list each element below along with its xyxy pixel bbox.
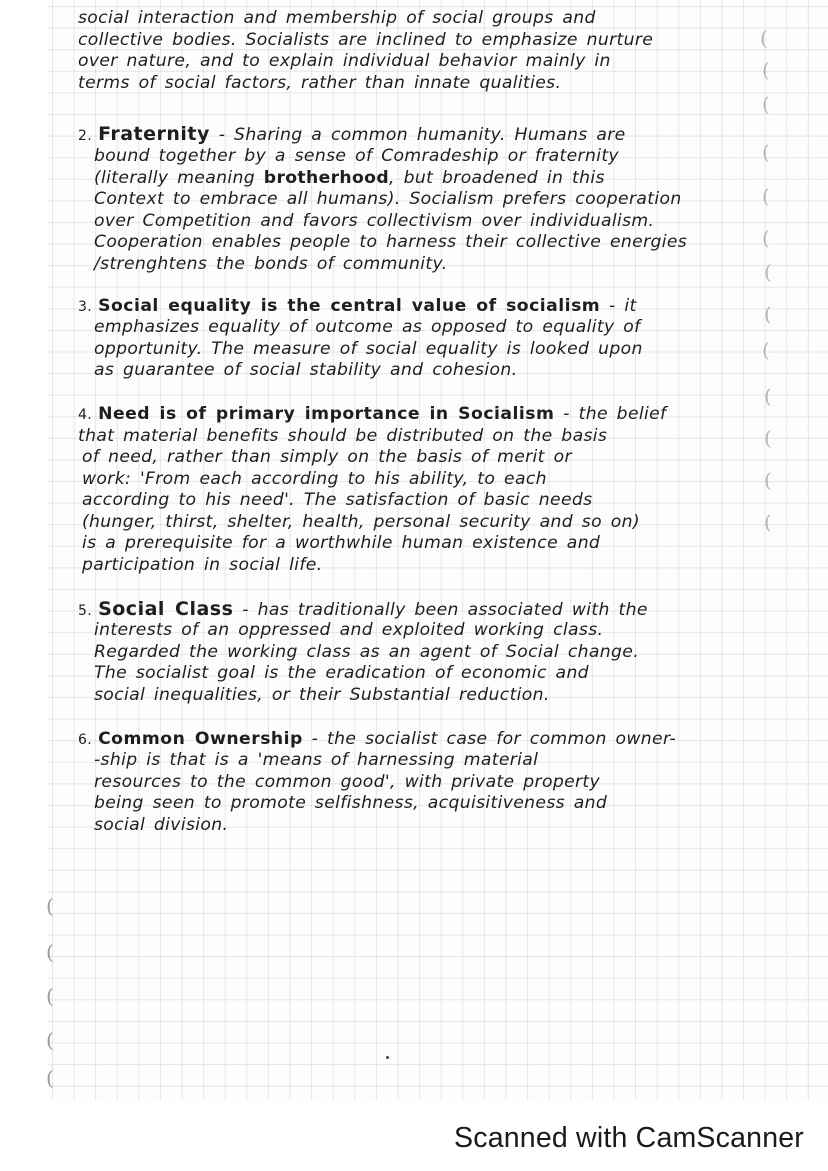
- binding-mark: (: [762, 184, 770, 208]
- text-fragment: - Sharing a common humanity. Humans are: [209, 125, 626, 146]
- handwritten-notes: [78, 8, 778, 837]
- ink-dot: [386, 1056, 389, 1059]
- binding-mark: (: [46, 894, 54, 918]
- text-line: emphasizes equality of outcome as opposed to equality of: [94, 317, 641, 338]
- section-need: [78, 404, 778, 577]
- binding-mark: (: [46, 984, 54, 1008]
- binding-mark: (: [762, 140, 770, 164]
- text-line: interests of an oppressed and exploited working class.: [94, 620, 604, 641]
- binding-mark: (: [46, 940, 54, 964]
- section-heading: Common Ownership: [98, 728, 303, 749]
- binding-mark: (: [46, 1066, 54, 1090]
- text-line: (hunger, thirst, shelter, health, personal security and so on): [82, 511, 640, 532]
- binding-mark: (: [760, 26, 768, 50]
- text-line: (literally meaning brotherhood, but broadened in this: [94, 167, 605, 188]
- section-common-ownership: [78, 729, 778, 837]
- bold-term: brotherhood: [263, 167, 389, 188]
- binding-mark: (: [762, 58, 770, 82]
- text-line: social division.: [94, 815, 229, 835]
- binding-mark: (: [764, 384, 772, 408]
- text-line: work: 'From each according to his ability, to each: [82, 468, 547, 489]
- text-line: is a prerequisite for a worthwhile human existence and: [82, 533, 601, 554]
- binding-mark: (: [764, 426, 772, 450]
- binding-mark: (: [762, 92, 770, 116]
- section-social-equality: [78, 296, 778, 382]
- section-number: 2.: [78, 128, 93, 145]
- section-number: 4.: [78, 406, 93, 423]
- section-number: 3.: [78, 298, 93, 315]
- section-heading: Social Class: [98, 597, 234, 620]
- intro-paragraph: [78, 8, 778, 94]
- binding-mark: (: [764, 468, 772, 492]
- section-heading: Fraternity: [98, 123, 210, 146]
- section-heading: Social equality is the central value of socialism: [98, 295, 601, 316]
- binding-mark: (: [764, 510, 772, 534]
- text-fragment: - it: [600, 295, 637, 316]
- text-line: The socialist goal is the eradication of economic and: [94, 663, 589, 684]
- text-line: resources to the common good', with private property: [94, 771, 601, 792]
- binding-mark: (: [764, 302, 772, 326]
- text-line: collective bodies. Socialists are inclined to emphasize nurture: [78, 29, 654, 50]
- text-line: as guarantee of social stability and cohesion.: [94, 360, 518, 381]
- text-line: -ship is that is a 'means of harnessing material: [94, 750, 539, 771]
- binding-mark: (: [46, 1028, 54, 1052]
- text-line: Regarded the working class as an agent of Social change.: [94, 641, 640, 662]
- text-line: Cooperation enables people to harness their collective energies: [94, 232, 688, 253]
- text-line: of need, rather than simply on the basis of merit or: [82, 447, 572, 468]
- text-fragment: - the belief: [554, 403, 667, 424]
- section-fraternity: [78, 124, 778, 275]
- binding-mark: (: [762, 338, 770, 362]
- text-line: Context to embrace all humans). Socialism prefers cooperation: [94, 189, 682, 210]
- camscanner-watermark: Scanned with CamScanner: [454, 1122, 804, 1154]
- text-line: /strenghtens the bonds of community.: [94, 253, 448, 274]
- text-line: social interaction and membership of social groups and: [78, 8, 596, 28]
- text-line: being seen to promote selfishness, acquisitiveness and: [94, 793, 608, 814]
- section-heading: Need is of primary importance in Socialism: [98, 403, 555, 424]
- text-line: according to his need'. The satisfaction of basic needs: [82, 490, 593, 511]
- text-line: over nature, and to explain individual behavior mainly in: [78, 51, 611, 72]
- text-line: terms of social factors, rather than innate qualities.: [78, 72, 562, 93]
- binding-mark: (: [764, 260, 772, 284]
- text-line: social inequalities, or their Substantial reduction.: [94, 685, 550, 706]
- binding-mark: (: [762, 226, 770, 250]
- text-line: bound together by a sense of Comradeship or fraternity: [94, 145, 619, 166]
- section-social-class: [78, 599, 778, 707]
- section-number: 6.: [78, 731, 93, 748]
- text-fragment: - has traditionally been associated with the: [233, 599, 648, 620]
- section-number: 5.: [78, 602, 93, 619]
- text-line: opportunity. The measure of social equality is looked upon: [94, 338, 643, 359]
- text-fragment: - the socialist case for common owner-: [302, 728, 677, 749]
- text-line: participation in social life.: [82, 555, 323, 576]
- text-line: that material benefits should be distributed on the basis: [78, 425, 608, 446]
- text-line: over Competition and favors collectivism over individualism.: [94, 210, 655, 231]
